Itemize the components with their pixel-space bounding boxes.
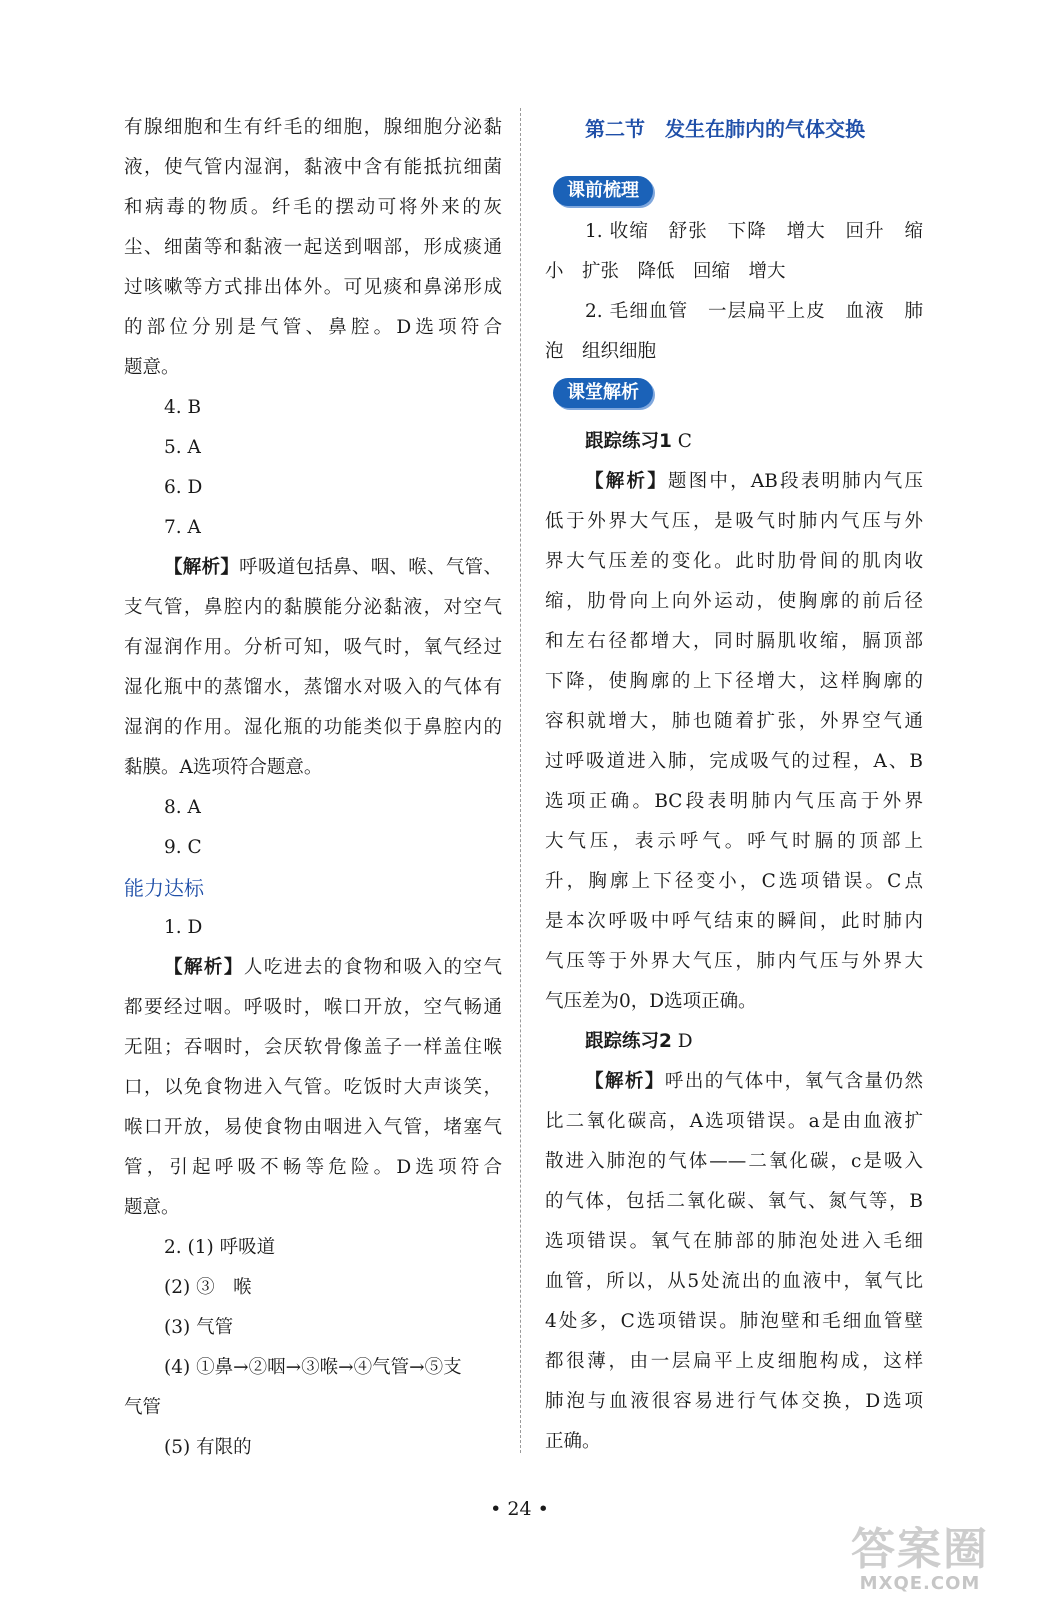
explanation-label: 【解析】 — [585, 1071, 665, 1092]
explanation-7 — [124, 548, 502, 788]
column-divider — [520, 108, 521, 1453]
watermark — [825, 1526, 1015, 1594]
text-line: 有腺细胞和生有纤毛的细胞，腺细胞分泌黏 — [124, 117, 502, 138]
explanation-line: 支气管，鼻腔内的黏膜能分泌黏液，对空气 — [124, 597, 502, 618]
explanation-line: 正确。 — [545, 1431, 601, 1452]
explanation-label: 【解析】 — [585, 471, 668, 492]
answer-1: 1. D — [164, 917, 203, 938]
watermark-url: MXQE.COM — [859, 1573, 981, 1594]
left-column — [124, 108, 502, 1468]
explanation-line: 黏膜。A选项符合题意。 — [124, 757, 323, 778]
explanation-line: 4处多，C选项错误。肺泡壁和毛细血管壁 — [545, 1311, 923, 1332]
practice-2-heading — [545, 1022, 923, 1062]
explanation-line: 界大气压差的变化。此时肋骨间的肌肉收 — [545, 551, 923, 572]
explanation-first-line — [545, 1062, 923, 1102]
explanation-1 — [124, 948, 502, 1228]
review-answers — [545, 212, 923, 372]
answer-item: (3) 气管 — [164, 1317, 234, 1338]
explanation-label: 【解析】 — [164, 557, 240, 578]
question-2-continuation: 气管 — [124, 1397, 162, 1418]
text-line: 过咳嗽等方式排出体外。可见痰和鼻涕形成 — [124, 277, 502, 298]
explanation-line: 选项错误。氧气在肺部的肺泡处进入毛细 — [545, 1231, 923, 1252]
explanation-first-line — [124, 948, 502, 988]
practice-1-label: 跟踪练习1 — [585, 431, 672, 452]
spacer — [545, 414, 923, 422]
explanation-label: 【解析】 — [164, 957, 244, 978]
practice-1-explanation — [545, 462, 923, 1022]
practice-2-label: 跟踪练习2 — [585, 1031, 672, 1052]
section-title: 第二节 发生在肺内的气体交换 — [585, 117, 865, 141]
explanation-line: 无阻；吞咽时，会厌软骨像盖子一样盖住喉 — [124, 1037, 502, 1058]
ability-heading: 能力达标 — [124, 876, 204, 900]
answer-item: 6. D — [164, 477, 203, 498]
watermark-logo: 答案圈 — [851, 1524, 989, 1575]
answer-item: 8. A — [164, 797, 201, 818]
explanation-text: 题图中，AB段表明肺内气压 — [667, 471, 923, 492]
explanation-text: 人吃进去的食物和吸入的空气 — [243, 957, 502, 978]
explanation-line: 题意。 — [124, 1197, 180, 1218]
explanation-line: 有湿润作用。分析可知，吸气时，氧气经过 — [124, 637, 502, 658]
explanation-line: 散进入肺泡的气体——二氧化碳，c是吸入 — [545, 1151, 923, 1172]
explanation-line: 和左右径都增大，同时膈肌收缩，膈顶部 — [545, 631, 923, 652]
review-line: 2. 毛细血管 一层扁平上皮 血液 肺 — [585, 301, 923, 322]
explanation-line: 都要经过咽。呼吸时，喉口开放，空气畅通 — [124, 997, 502, 1018]
text-line: 尘、细菌等和黏液一起送到咽部，形成痰通 — [124, 237, 502, 258]
answer-list — [124, 388, 502, 548]
explanation-line: 的气体，包括二氧化碳、氧气、氮气等，B — [545, 1191, 923, 1212]
explanation-line: 气压等于外界大气压，肺内气压与外界大 — [545, 951, 923, 972]
explanation-line: 大气压，表示呼气。呼气时膈的顶部上 — [545, 831, 923, 852]
explanation-line: 下降，使胸廓的上下径增大，这样胸廓的 — [545, 671, 923, 692]
explanation-line: 过呼吸道进入肺，完成吸气的过程，A、B — [545, 751, 923, 772]
explanation-line: 是本次呼吸中呼气结束的瞬间，此时肺内 — [545, 911, 923, 932]
practice-1-answer: C — [677, 431, 692, 452]
answer-item: 5. A — [164, 437, 201, 458]
text-line: 的部位分别是气管、鼻腔。D选项符合 — [124, 317, 502, 338]
explanation-line: 比二氧化碳高，A选项错误。a是由血液扩 — [545, 1111, 923, 1132]
explanation-line: 容积就增大，肺也随着扩张，外界空气通 — [545, 711, 923, 732]
intro-paragraph — [124, 108, 502, 388]
practice-2-answer: D — [677, 1031, 693, 1052]
explanation-line: 口，以免食物进入气管。吃饭时大声谈笑， — [124, 1077, 502, 1098]
explanation-line: 选项正确。BC段表明肺内气压高于外界 — [545, 791, 923, 812]
explanation-line: 湿化瓶中的蒸馏水，蒸馏水对吸入的气体有 — [124, 677, 502, 698]
question-2-answers — [124, 1228, 502, 1388]
page-number: • 24 • — [490, 1498, 549, 1520]
answer-item: (2) ③ 喉 — [164, 1277, 252, 1298]
right-column — [545, 108, 923, 1462]
review-line: 1. 收缩 舒张 下降 增大 回升 缩 — [585, 221, 923, 242]
explanation-line: 湿润的作用。湿化瓶的功能类似于鼻腔内的 — [124, 717, 502, 738]
explanation-first-line — [124, 548, 502, 588]
review-line: 泡 组织细胞 — [545, 341, 657, 362]
answer-item: 2. (1) 呼吸道 — [164, 1237, 276, 1258]
explanation-line: 管，引起呼吸不畅等危险。D选项符合 — [124, 1157, 502, 1178]
question-2-part-5: (5) 有限的 — [164, 1437, 252, 1458]
explanation-text: 呼出的气体中，氧气含量仍然 — [664, 1071, 923, 1092]
text-line: 题意。 — [124, 357, 180, 378]
explanation-line: 都很薄，由一层扁平上皮细胞构成，这样 — [545, 1351, 923, 1372]
answer-list — [124, 788, 502, 868]
explanation-line: 缩，肋骨向上向外运动，使胸廓的前后径 — [545, 591, 923, 612]
badge-row — [545, 372, 923, 414]
explanation-line: 肺泡与血液很容易进行气体交换，D选项 — [545, 1391, 923, 1412]
review-line: 小 扩张 降低 回缩 增大 — [545, 261, 786, 282]
badge-row — [545, 170, 923, 212]
pre-class-badge: 课前梳理 — [553, 176, 653, 206]
answer-item: 4. B — [164, 397, 202, 418]
practice-1-heading — [545, 422, 923, 462]
answer-item: (4) ①鼻→②咽→③喉→④气管→⑤支 — [164, 1357, 462, 1378]
text-line: 液，使气管内湿润，黏液中含有能抵抗细菌 — [124, 157, 502, 178]
explanation-line: 气压差为0，D选项正确。 — [545, 991, 757, 1012]
answer-item: 9. C — [164, 837, 202, 858]
in-class-badge: 课堂解析 — [553, 378, 653, 408]
explanation-text: 呼吸道包括鼻、咽、喉、气管、 — [239, 557, 502, 578]
explanation-line: 低于外界大气压，是吸气时肺内气压与外 — [545, 511, 923, 532]
text-line: 和病毒的物质。纤毛的摆动可将外来的灰 — [124, 197, 502, 218]
spacer — [545, 150, 923, 170]
practice-2-explanation — [545, 1062, 923, 1462]
explanation-line: 喉口开放，易使食物由咽进入气管，堵塞气 — [124, 1117, 502, 1138]
explanation-first-line — [545, 462, 923, 502]
answer-item: 7. A — [164, 517, 201, 538]
explanation-line: 血管，所以，从5处流出的血液中，氧气比 — [545, 1271, 923, 1292]
explanation-line: 升，胸廓上下径变小，C选项错误。C点 — [545, 871, 923, 892]
